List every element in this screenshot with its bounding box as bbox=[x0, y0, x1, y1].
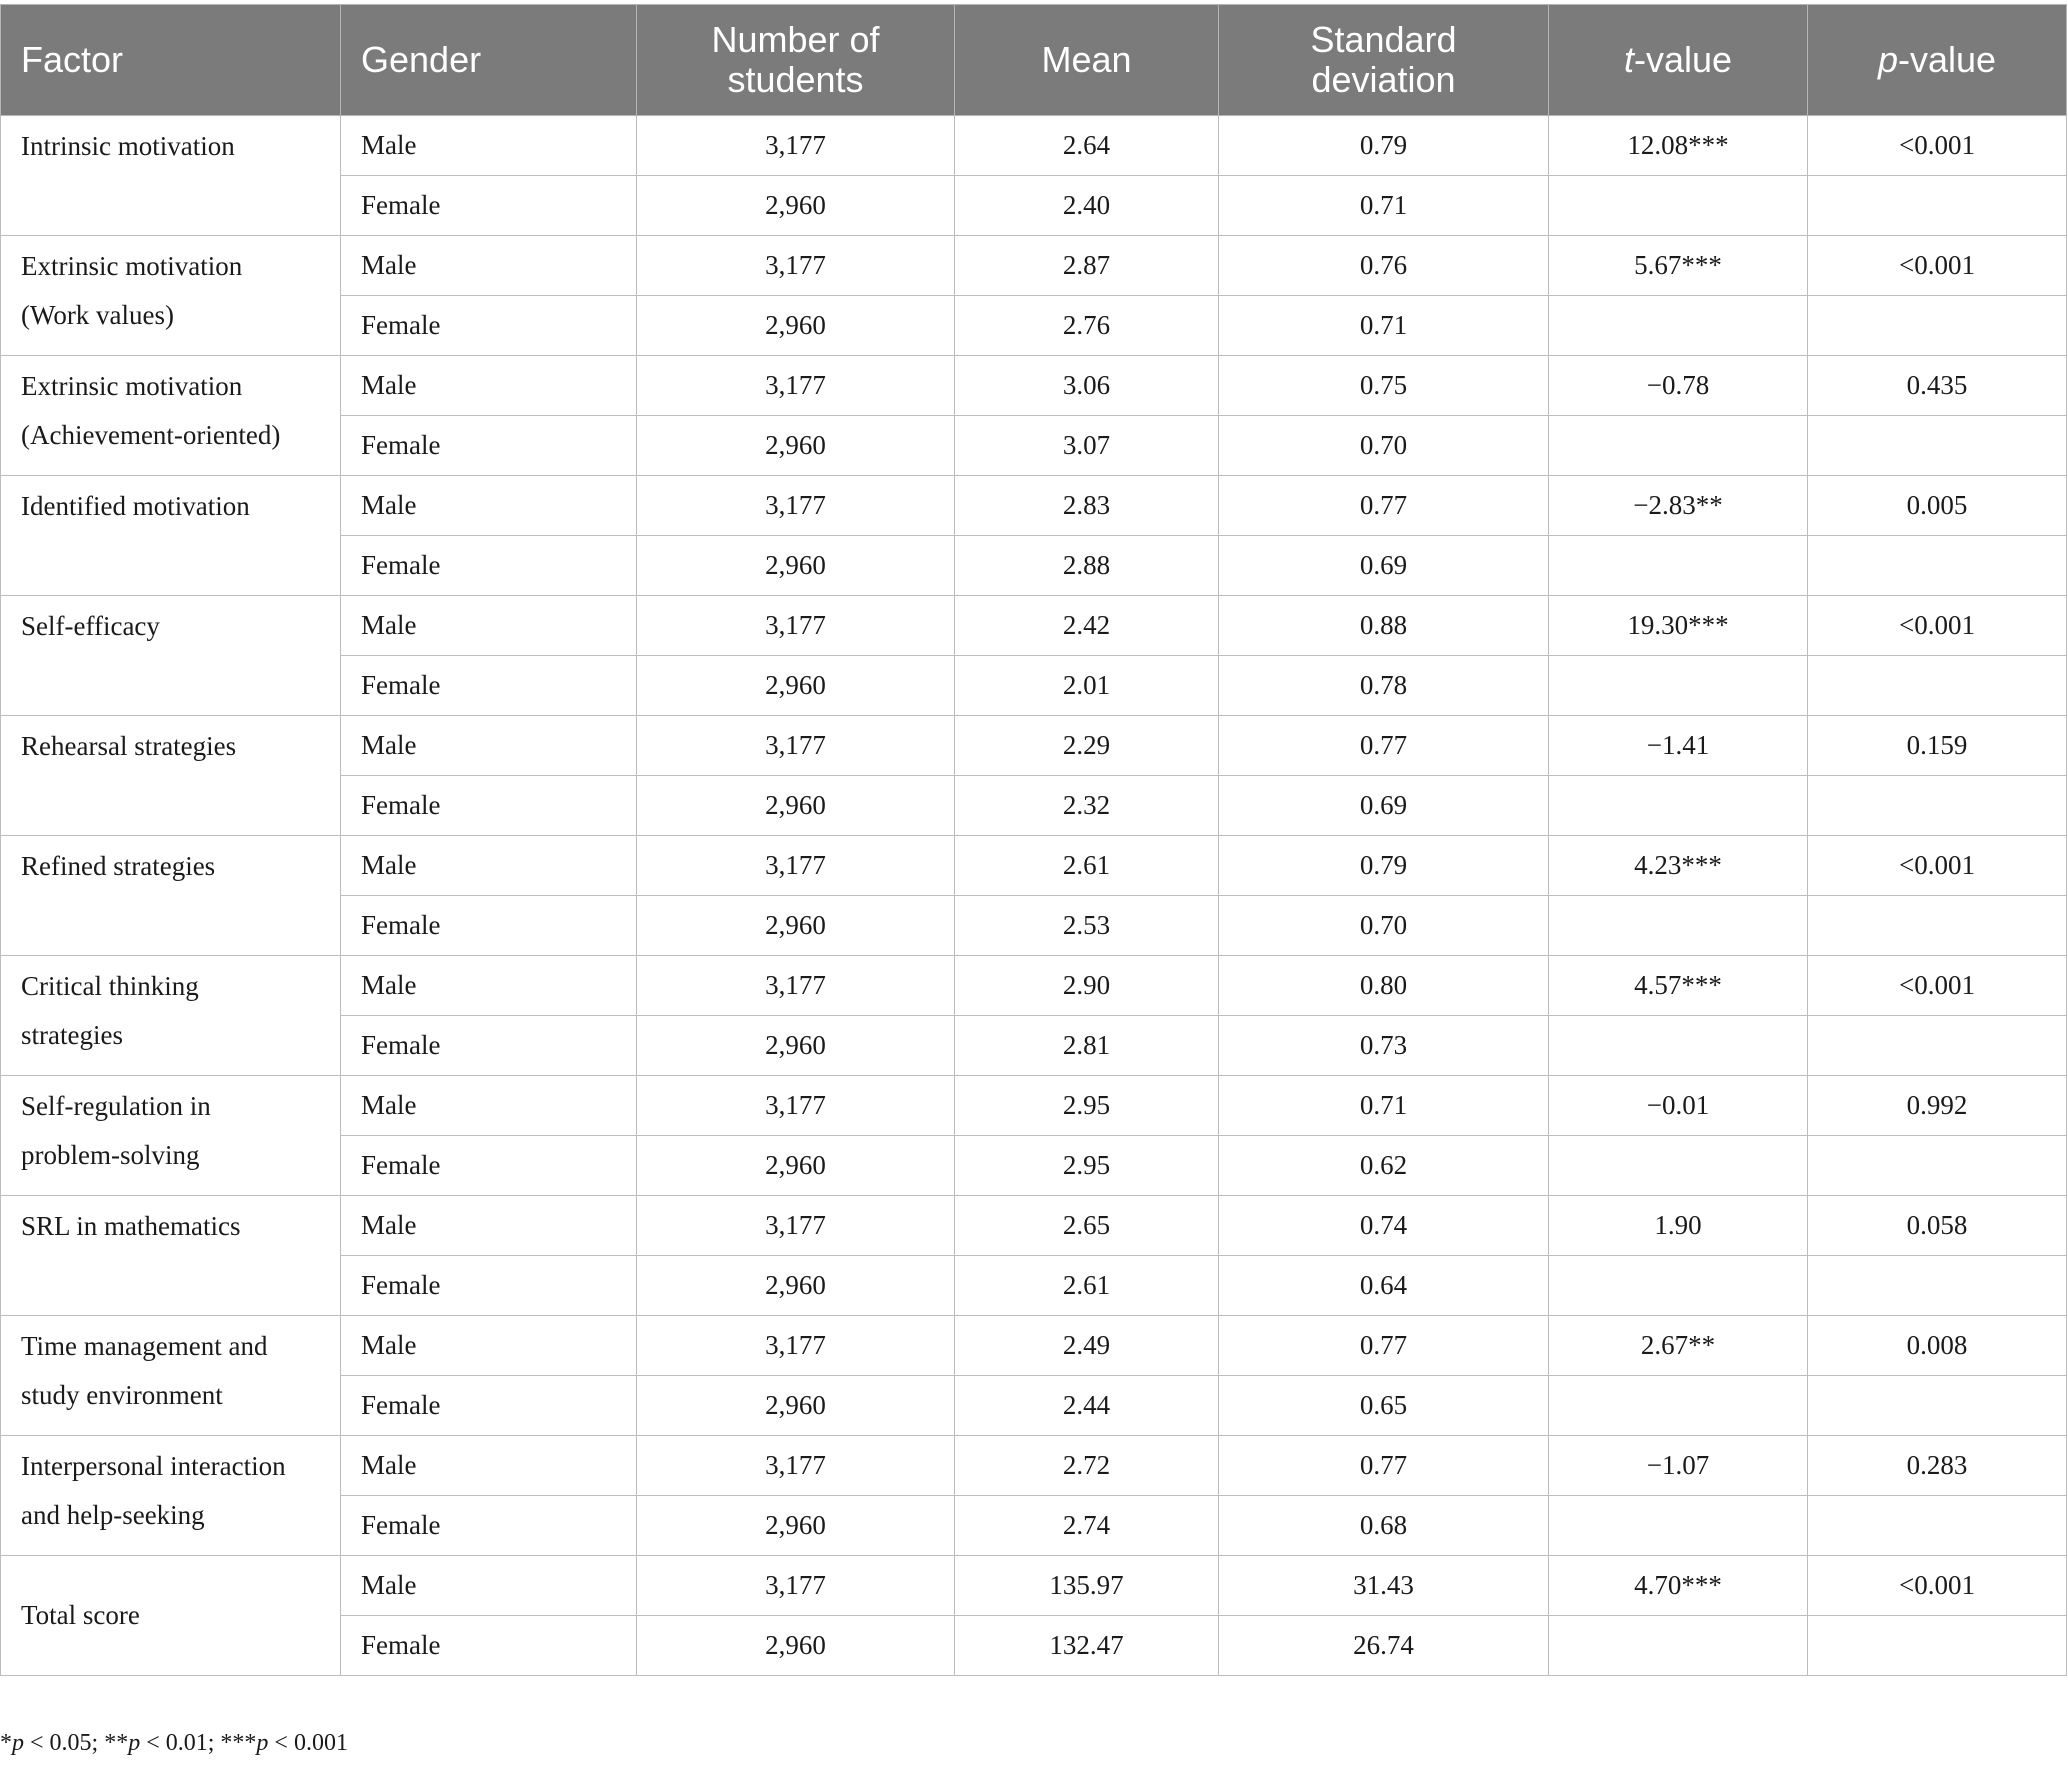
sd-cell: 0.79 bbox=[1219, 836, 1549, 896]
sd-cell: 0.68 bbox=[1219, 1496, 1549, 1556]
sd-cell: 0.71 bbox=[1219, 296, 1549, 356]
header-p-italic: p bbox=[1877, 39, 1898, 80]
factor-name-line2: (Work values) bbox=[21, 300, 175, 330]
factor-cell bbox=[1, 116, 341, 236]
factor-name-line1: Self-regulation in bbox=[21, 1091, 211, 1121]
gender-cell: Male bbox=[341, 116, 637, 176]
t-value-cell: 1.90 bbox=[1549, 1196, 1808, 1256]
factor-cell bbox=[1, 836, 341, 956]
sd-cell: 31.43 bbox=[1219, 1556, 1549, 1616]
factor-name-line1: SRL in mathematics bbox=[21, 1211, 241, 1241]
factor-name-line1: Intrinsic motivation bbox=[21, 131, 235, 161]
factor-cell bbox=[1, 356, 341, 476]
mean-cell: 2.87 bbox=[955, 236, 1219, 296]
p-value-cell: 0.159 bbox=[1808, 716, 2067, 776]
n-cell: 2,960 bbox=[637, 776, 955, 836]
sd-cell: 0.71 bbox=[1219, 1076, 1549, 1136]
mean-cell: 2.42 bbox=[955, 596, 1219, 656]
sd-cell: 0.79 bbox=[1219, 116, 1549, 176]
mean-cell: 2.32 bbox=[955, 776, 1219, 836]
mean-cell: 2.81 bbox=[955, 1016, 1219, 1076]
p-value-cell-empty bbox=[1808, 1616, 2067, 1676]
gender-cell: Male bbox=[341, 1436, 637, 1496]
statistics-table bbox=[0, 4, 2067, 1676]
t-value-cell: −2.83** bbox=[1549, 476, 1808, 536]
factor-cell bbox=[1, 1196, 341, 1316]
t-value-cell: 2.67** bbox=[1549, 1316, 1808, 1376]
t-value-cell: −1.07 bbox=[1549, 1436, 1808, 1496]
header-gender: Gender bbox=[341, 5, 637, 116]
factor-name-line1: Critical thinking bbox=[21, 971, 199, 1001]
p-value-cell-empty bbox=[1808, 1496, 2067, 1556]
mean-cell: 2.83 bbox=[955, 476, 1219, 536]
factor-name-line1: Identified motivation bbox=[21, 491, 250, 521]
sd-cell: 0.80 bbox=[1219, 956, 1549, 1016]
t-value-cell: 19.30*** bbox=[1549, 596, 1808, 656]
header-mean: Mean bbox=[955, 5, 1219, 116]
table-row bbox=[1, 236, 2067, 296]
footnote-r2: < 0.01; *** bbox=[140, 1730, 257, 1756]
factor-name-line1: Extrinsic motivation bbox=[21, 251, 243, 281]
p-value-cell-empty bbox=[1808, 296, 2067, 356]
gender-cell: Male bbox=[341, 1196, 637, 1256]
n-cell: 3,177 bbox=[637, 1316, 955, 1376]
factor-cell bbox=[1, 956, 341, 1076]
sd-cell: 26.74 bbox=[1219, 1616, 1549, 1676]
gender-cell: Female bbox=[341, 1016, 637, 1076]
p-value-cell-empty bbox=[1808, 536, 2067, 596]
header-t-value bbox=[1549, 5, 1808, 116]
n-cell: 2,960 bbox=[637, 1256, 955, 1316]
n-cell: 2,960 bbox=[637, 416, 955, 476]
mean-cell: 2.53 bbox=[955, 896, 1219, 956]
p-value-cell-empty bbox=[1808, 416, 2067, 476]
mean-cell: 2.61 bbox=[955, 836, 1219, 896]
table-row bbox=[1, 1436, 2067, 1496]
gender-cell: Female bbox=[341, 536, 637, 596]
n-cell: 3,177 bbox=[637, 1436, 955, 1496]
gender-cell: Male bbox=[341, 476, 637, 536]
header-row bbox=[1, 5, 2067, 116]
gender-cell: Female bbox=[341, 1376, 637, 1436]
mean-cell: 2.88 bbox=[955, 536, 1219, 596]
sd-cell: 0.70 bbox=[1219, 896, 1549, 956]
mean-cell: 2.29 bbox=[955, 716, 1219, 776]
table-row bbox=[1, 1556, 2067, 1616]
factor-name-line1: Extrinsic motivation bbox=[21, 371, 243, 401]
header-t-rest: -value bbox=[1633, 39, 1733, 80]
footnote-r1: < 0.05; ** bbox=[24, 1730, 129, 1756]
gender-cell: Female bbox=[341, 1256, 637, 1316]
t-value-cell-empty bbox=[1549, 1256, 1808, 1316]
gender-cell: Female bbox=[341, 176, 637, 236]
t-value-cell-empty bbox=[1549, 296, 1808, 356]
header-number-of-students bbox=[637, 5, 955, 116]
n-cell: 3,177 bbox=[637, 596, 955, 656]
factor-name-line1: Total score bbox=[21, 1600, 140, 1630]
factor-name-line1: Interpersonal interaction bbox=[21, 1451, 286, 1481]
p-value-cell: <0.001 bbox=[1808, 236, 2067, 296]
p-value-cell: <0.001 bbox=[1808, 956, 2067, 1016]
header-standard-deviation bbox=[1219, 5, 1549, 116]
p-value-cell: <0.001 bbox=[1808, 1556, 2067, 1616]
t-value-cell-empty bbox=[1549, 1616, 1808, 1676]
header-n-line2: students bbox=[727, 59, 864, 100]
p-value-cell: 0.058 bbox=[1808, 1196, 2067, 1256]
gender-cell: Male bbox=[341, 596, 637, 656]
p-value-cell-empty bbox=[1808, 1256, 2067, 1316]
factor-name-line1: Self-efficacy bbox=[21, 611, 160, 641]
factor-cell bbox=[1, 236, 341, 356]
table-row bbox=[1, 476, 2067, 536]
table-row bbox=[1, 356, 2067, 416]
mean-cell: 2.64 bbox=[955, 116, 1219, 176]
gender-cell: Female bbox=[341, 296, 637, 356]
factor-name-line2: and help-seeking bbox=[21, 1500, 205, 1530]
factor-cell bbox=[1, 716, 341, 836]
mean-cell: 2.44 bbox=[955, 1376, 1219, 1436]
table-row bbox=[1, 716, 2067, 776]
n-cell: 3,177 bbox=[637, 1076, 955, 1136]
gender-cell: Female bbox=[341, 1616, 637, 1676]
mean-cell: 2.01 bbox=[955, 656, 1219, 716]
n-cell: 2,960 bbox=[637, 1376, 955, 1436]
n-cell: 2,960 bbox=[637, 536, 955, 596]
sd-cell: 0.69 bbox=[1219, 536, 1549, 596]
table-row bbox=[1, 1076, 2067, 1136]
sd-cell: 0.88 bbox=[1219, 596, 1549, 656]
mean-cell: 2.76 bbox=[955, 296, 1219, 356]
sd-cell: 0.77 bbox=[1219, 476, 1549, 536]
p-value-cell-empty bbox=[1808, 656, 2067, 716]
gender-cell: Male bbox=[341, 236, 637, 296]
table-body bbox=[1, 116, 2067, 1676]
gender-cell: Female bbox=[341, 416, 637, 476]
n-cell: 2,960 bbox=[637, 656, 955, 716]
header-factor: Factor bbox=[1, 5, 341, 116]
factor-cell bbox=[1, 596, 341, 716]
p-value-cell-empty bbox=[1808, 176, 2067, 236]
sd-cell: 0.78 bbox=[1219, 656, 1549, 716]
sd-cell: 0.70 bbox=[1219, 416, 1549, 476]
t-value-cell: 4.57*** bbox=[1549, 956, 1808, 1016]
n-cell: 3,177 bbox=[637, 236, 955, 296]
factor-cell bbox=[1, 1316, 341, 1436]
factor-cell bbox=[1, 1436, 341, 1556]
n-cell: 3,177 bbox=[637, 1556, 955, 1616]
n-cell: 3,177 bbox=[637, 956, 955, 1016]
mean-cell: 2.40 bbox=[955, 176, 1219, 236]
t-value-cell: 4.70*** bbox=[1549, 1556, 1808, 1616]
table-row bbox=[1, 836, 2067, 896]
factor-name-line2: strategies bbox=[21, 1020, 123, 1050]
footnote bbox=[0, 1730, 348, 1757]
factor-name-line2: (Achievement-oriented) bbox=[21, 420, 281, 450]
sd-cell: 0.64 bbox=[1219, 1256, 1549, 1316]
factor-name-line1: Rehearsal strategies bbox=[21, 731, 237, 761]
p-value-cell-empty bbox=[1808, 776, 2067, 836]
sd-cell: 0.77 bbox=[1219, 1436, 1549, 1496]
gender-cell: Female bbox=[341, 1496, 637, 1556]
sd-cell: 0.76 bbox=[1219, 236, 1549, 296]
mean-cell: 2.61 bbox=[955, 1256, 1219, 1316]
gender-cell: Male bbox=[341, 356, 637, 416]
mean-cell: 3.07 bbox=[955, 416, 1219, 476]
sd-cell: 0.65 bbox=[1219, 1376, 1549, 1436]
p-value-cell: 0.008 bbox=[1808, 1316, 2067, 1376]
factor-cell bbox=[1, 1556, 341, 1676]
header-p-rest: -value bbox=[1897, 39, 1997, 80]
gender-cell: Female bbox=[341, 656, 637, 716]
footnote-star: * bbox=[0, 1730, 12, 1756]
p-value-cell: <0.001 bbox=[1808, 116, 2067, 176]
header-sd-line2: deviation bbox=[1311, 59, 1456, 100]
n-cell: 2,960 bbox=[637, 1616, 955, 1676]
gender-cell: Male bbox=[341, 1316, 637, 1376]
t-value-cell-empty bbox=[1549, 896, 1808, 956]
t-value-cell: 4.23*** bbox=[1549, 836, 1808, 896]
t-value-cell: −0.01 bbox=[1549, 1076, 1808, 1136]
mean-cell: 2.95 bbox=[955, 1076, 1219, 1136]
sd-cell: 0.69 bbox=[1219, 776, 1549, 836]
gender-cell: Female bbox=[341, 1136, 637, 1196]
table-row bbox=[1, 1196, 2067, 1256]
t-value-cell: −1.41 bbox=[1549, 716, 1808, 776]
sd-cell: 0.77 bbox=[1219, 1316, 1549, 1376]
p-value-cell-empty bbox=[1808, 896, 2067, 956]
t-value-cell-empty bbox=[1549, 656, 1808, 716]
n-cell: 3,177 bbox=[637, 476, 955, 536]
table-row bbox=[1, 1316, 2067, 1376]
t-value-cell-empty bbox=[1549, 536, 1808, 596]
gender-cell: Female bbox=[341, 896, 637, 956]
mean-cell: 3.06 bbox=[955, 356, 1219, 416]
n-cell: 2,960 bbox=[637, 1016, 955, 1076]
factor-cell bbox=[1, 1076, 341, 1196]
header-n-line1: Number of bbox=[711, 19, 880, 60]
p-value-cell: <0.001 bbox=[1808, 596, 2067, 656]
sd-cell: 0.75 bbox=[1219, 356, 1549, 416]
p-value-cell: 0.435 bbox=[1808, 356, 2067, 416]
p-value-cell: <0.001 bbox=[1808, 836, 2067, 896]
n-cell: 2,960 bbox=[637, 1496, 955, 1556]
t-value-cell-empty bbox=[1549, 1496, 1808, 1556]
mean-cell: 132.47 bbox=[955, 1616, 1219, 1676]
gender-cell: Male bbox=[341, 1076, 637, 1136]
n-cell: 2,960 bbox=[637, 176, 955, 236]
mean-cell: 2.74 bbox=[955, 1496, 1219, 1556]
factor-name-line2: problem-solving bbox=[21, 1140, 200, 1170]
p-value-cell: 0.283 bbox=[1808, 1436, 2067, 1496]
n-cell: 2,960 bbox=[637, 1136, 955, 1196]
footnote-r3: < 0.001 bbox=[268, 1730, 348, 1756]
t-value-cell-empty bbox=[1549, 1376, 1808, 1436]
t-value-cell: −0.78 bbox=[1549, 356, 1808, 416]
mean-cell: 2.90 bbox=[955, 956, 1219, 1016]
p-value-cell: 0.005 bbox=[1808, 476, 2067, 536]
gender-cell: Male bbox=[341, 836, 637, 896]
table-row bbox=[1, 956, 2067, 1016]
mean-cell: 2.72 bbox=[955, 1436, 1219, 1496]
mean-cell: 2.65 bbox=[955, 1196, 1219, 1256]
sd-cell: 0.71 bbox=[1219, 176, 1549, 236]
t-value-cell: 5.67*** bbox=[1549, 236, 1808, 296]
footnote-p2: p bbox=[128, 1730, 141, 1756]
factor-name-line1: Refined strategies bbox=[21, 851, 216, 881]
n-cell: 3,177 bbox=[637, 716, 955, 776]
sd-cell: 0.73 bbox=[1219, 1016, 1549, 1076]
header-sd-line1: Standard bbox=[1310, 19, 1457, 60]
sd-cell: 0.62 bbox=[1219, 1136, 1549, 1196]
n-cell: 2,960 bbox=[637, 896, 955, 956]
mean-cell: 135.97 bbox=[955, 1556, 1219, 1616]
t-value-cell-empty bbox=[1549, 776, 1808, 836]
n-cell: 3,177 bbox=[637, 356, 955, 416]
sd-cell: 0.74 bbox=[1219, 1196, 1549, 1256]
gender-cell: Male bbox=[341, 956, 637, 1016]
n-cell: 3,177 bbox=[637, 116, 955, 176]
p-value-cell: 0.992 bbox=[1808, 1076, 2067, 1136]
p-value-cell-empty bbox=[1808, 1016, 2067, 1076]
header-p-value bbox=[1808, 5, 2067, 116]
gender-cell: Male bbox=[341, 716, 637, 776]
table-row bbox=[1, 116, 2067, 176]
t-value-cell-empty bbox=[1549, 1136, 1808, 1196]
t-value-cell: 12.08*** bbox=[1549, 116, 1808, 176]
footnote-p1: p bbox=[12, 1730, 24, 1756]
p-value-cell-empty bbox=[1808, 1376, 2067, 1436]
factor-name-line1: Time management and bbox=[21, 1331, 268, 1361]
gender-cell: Female bbox=[341, 776, 637, 836]
header-t-italic: t bbox=[1623, 39, 1634, 80]
n-cell: 3,177 bbox=[637, 836, 955, 896]
factor-name-line2: study environment bbox=[21, 1380, 223, 1410]
n-cell: 2,960 bbox=[637, 296, 955, 356]
factor-cell bbox=[1, 476, 341, 596]
mean-cell: 2.95 bbox=[955, 1136, 1219, 1196]
n-cell: 3,177 bbox=[637, 1196, 955, 1256]
t-value-cell-empty bbox=[1549, 1016, 1808, 1076]
t-value-cell-empty bbox=[1549, 416, 1808, 476]
table-row bbox=[1, 596, 2067, 656]
t-value-cell-empty bbox=[1549, 176, 1808, 236]
footnote-p3: p bbox=[256, 1730, 269, 1756]
gender-cell: Male bbox=[341, 1556, 637, 1616]
p-value-cell-empty bbox=[1808, 1136, 2067, 1196]
mean-cell: 2.49 bbox=[955, 1316, 1219, 1376]
sd-cell: 0.77 bbox=[1219, 716, 1549, 776]
